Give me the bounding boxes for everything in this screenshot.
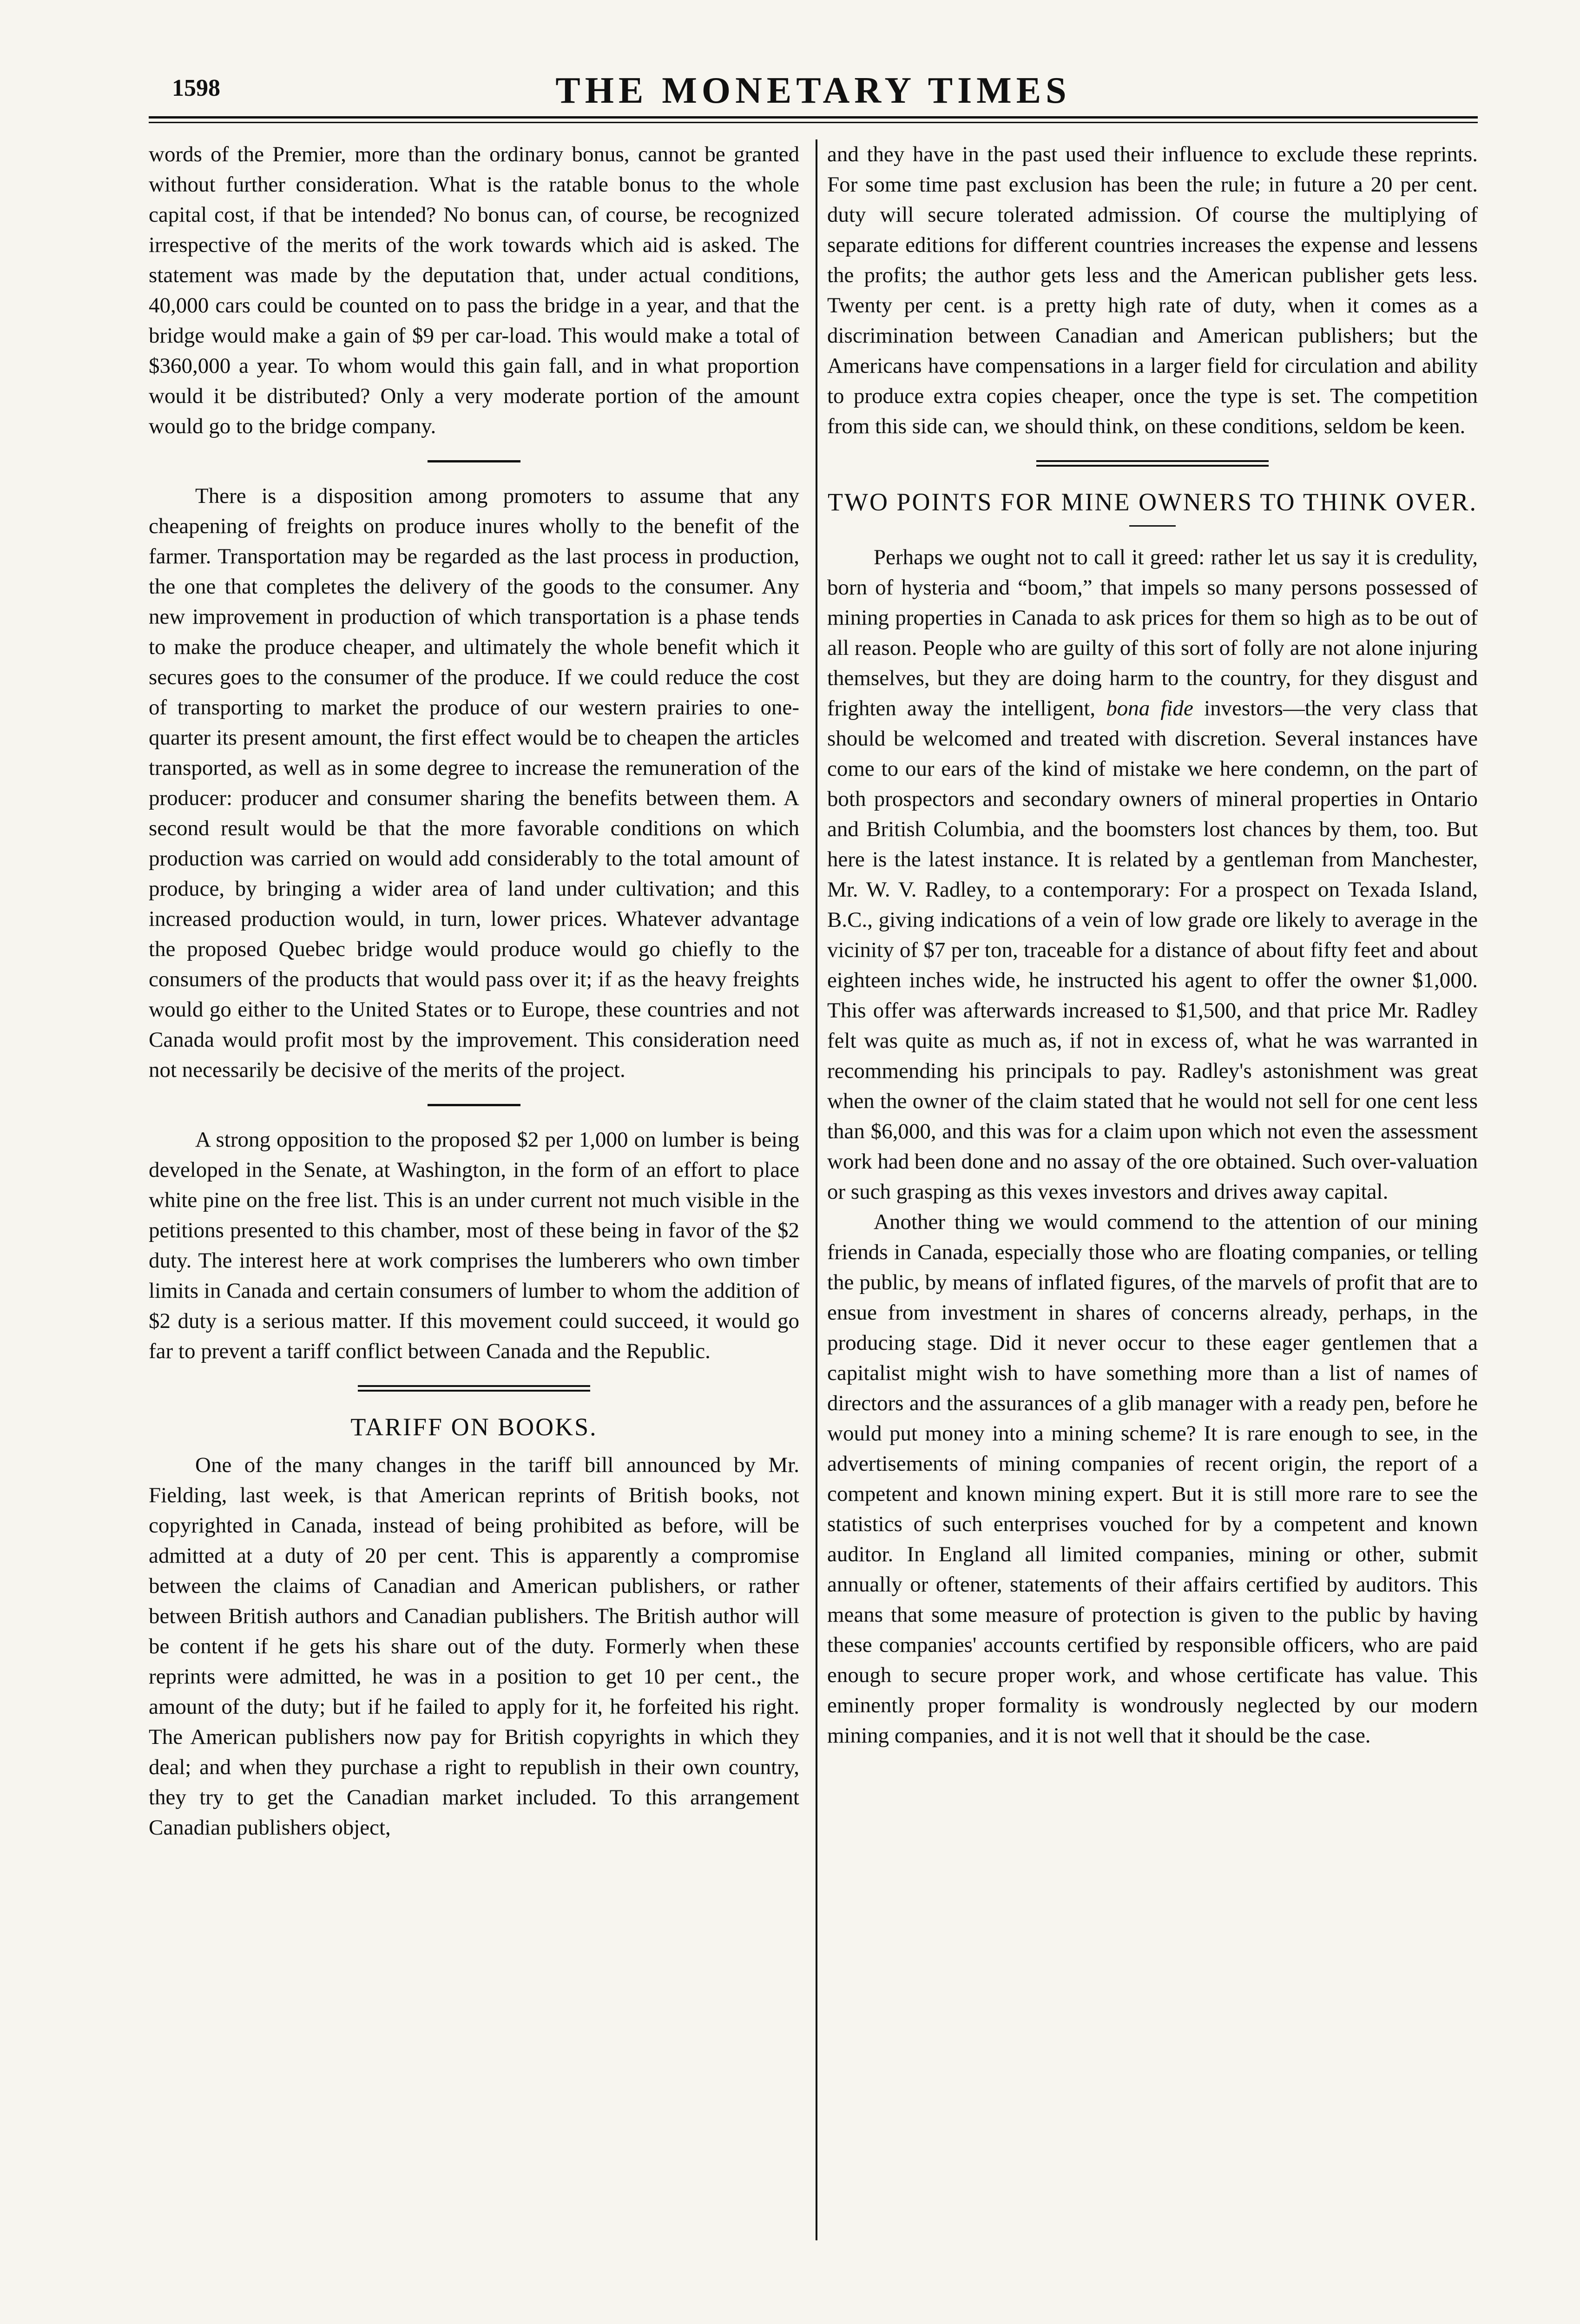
article-paragraph: One of the many changes in the tariff bill announced by Mr. Fielding, last week, is that American reprints of British books, not copyrighted in Canada, instead of being prohibited as before, will be admitted at a duty of 20 per cent. This is apparently a compromise between the claims of Canadian and American publishers, or rather between British authors and Canadian publishers. The British author will be content if he gets his share out of the duty. Formerly when these reprints were admitted, he was in a position to get 10 per cent., the amount of the duty; but if he failed to apply for it, he forfeited his right. The American publishers now pay for British copyrights in which they deal; and when they purchase a right to republish in their own country, they try to get the Canadian market included. To this arrangement Canadian publishers object,: [149, 1453, 799, 1840]
article-paragraph: [827, 542, 1478, 1207]
article-separator: [1036, 460, 1269, 467]
header-rule-bottom: [149, 122, 1478, 123]
article-paragraph: and they have in the past used their influence to exclude these reprints. For some time past exclusion has been the rule; in future a 20 per cent. duty will secure tolerated admission. Of course the multiplying of separate editions for different countries increases the expense and lessens the profits; the author gets less and the American publisher gets less. Twenty per cent. is a pretty high rate of duty, when it comes as a discrimination between Canadian and American publishers; but the Americans have compensations in a larger field for circulation and ability to produce extra copies cheaper, once the type is set. The competition from this side can, we should think, on these conditions, seldom be keen.: [827, 142, 1478, 438]
header-rule-top: [149, 116, 1478, 119]
article-paragraph: words of the Premier, more than the ordinary bonus, cannot be granted without further consideration. What is the ratable bonus to the whole capital cost, if that be intended? No bonus can, of course, be recognized irrespective of the merits of the work towards which aid is asked. The statement was made by the deputation that, under actual conditions, 40,000 cars could be counted on to pass the bridge in a year, and that the bridge would make a gain of $9 per car-load. This would make a total of $360,000 a year. To whom would this gain fall, and in what proportion would it be distributed? Only a very moderate portion of the amount would go to the bridge company.: [149, 142, 799, 438]
right-column: [827, 139, 1478, 1751]
article-heading: TARIFF ON BOOKS.: [350, 1413, 598, 1441]
column-divider: [816, 139, 817, 2240]
section-separator: [428, 1104, 520, 1106]
section-separator: [428, 460, 520, 462]
left-column: [149, 139, 799, 1843]
article-paragraph: There is a disposition among promoters to assume that any cheapening of freights on produce inures wholly to the benefit of the farmer. Transportation may be regarded as the last process in production, the one that completes the delivery of the goods to the consumer. Any new improvement in production of which transportation is a phase tends to make the produce cheaper, and ultimately the whole benefit which it secures goes to the consumer of the produce. If we could reduce the cost of transporting to market the produce of our western prairies to one-quarter its present amount, the first effect would be to cheapen the articles transported, as well as in some degree to increase the remuneration of the producer: producer and consumer sharing the benefits between them. A second result would be that the more favorable conditions on which production was carried on would add considerably to the total amount of produce, by bringing a wider area of land under cultivation; and this increased production would, in turn, lower prices. Whatever advantage the proposed Quebec bridge would produce would go chiefly to the consumers of the products that would pass over it; if as the heavy freights would go either to the United States or to Europe, these countries and not Canada would profit most by the improvement. This consideration need not necessarily be decisive of the merits of the project.: [149, 484, 799, 1082]
article-paragraph: Another thing we would commend to the attention of our mining friends in Canada, especially those who are floating companies, or telling the public, by means of inflated figures, of the marvels of profit that are to ensue from investment in shares of concerns already, perhaps, in the producing stage. Did it never occur to these eager gentlemen that a capitalist might wish to have something more than a list of names of directors and the assurances of a glib manager with a ready pen, before he would put money into a mining scheme? It is rare enough to see, in the advertisements of mining companies of recent origin, the report of a competent and known mining expert. But it is still more rare to see the statistics of such enterprises vouched for by a competent and known auditor. In England all limited companies, mining or other, submit annually or oftener, statements of their affairs certified by auditors. This means that some measure of protection is given to the public by having these companies' accounts certified by responsible officers, who are paid enough to secure proper work, and whose certificate has value. This eminently proper formality is wondrously neglected by our modern mining companies, and it is not well that it should be the case.: [827, 1210, 1478, 1748]
page-header: [149, 70, 1478, 112]
masthead-title: THE MONETARY TIMES: [555, 70, 1071, 111]
paragraph-text: investors—the very class that should be welcomed and treated with discretion. Several instances have come to our ears of the kind of mistake we here condemn, on the part of both prospectors and secondary owners of mineral properties in Ontario and British Columbia, and the boomsters lost chances by them, too. But here is the latest instance. It is related by a gentleman from Manchester, Mr. W. V. Radley, to a contemporary: For a prospect on Texada Island, B.C., giving indications of a vein of low grade ore likely to average in the vicinity of $7 per ton, traceable for a distance of about fifty feet and about eighteen inches wide, he instructed his agent to offer the owner $1,000. This offer was afterwards increased to $1,500, and that price Mr. Radley felt was quite as much as, if not in excess of, what he was warranted in recommending his principals to pay. Radley's astonishment was great when the owner of the claim stated that he would not sell for one cent less than $6,000, and this was for a claim upon which not even the assessment work had been done and no assay of the ore obtained. Such over-valuation or such grasping as this vexes investors and drives away capital.: [827, 696, 1478, 1204]
italic-text: bona fide: [1106, 696, 1193, 720]
heading-rule: [1129, 525, 1176, 527]
article-paragraph: A strong opposition to the proposed $2 per 1,000 on lumber is being developed in the Senate, at Washington, in the form of an effort to place white pine on the free list. This is an under current not much visible in the petitions presented to this chamber, most of these being in favor of the $2 duty. The interest here at work comprises the lumberers who own timber limits in Canada and certain consumers of lumber to whom the addition of $2 duty is a serious matter. If this movement could succeed, it would go far to prevent a tariff conflict between Canada and the Republic.: [149, 1128, 799, 1363]
page-number: 1598: [172, 75, 220, 101]
article-separator: [358, 1385, 590, 1392]
paragraph-text: Perhaps we ought not to call it greed: rather let us say it is credulity, born of hysteria and “boom,” that impels so many persons possessed of mining properties in Canada to ask prices for them so high as to be out of all reason. People who are guilty of this sort of folly are not alone injuring themselves, but they are doing harm to the country, for they disgust and frighten away the intelligent,: [827, 545, 1478, 720]
article-heading: TWO POINTS FOR MINE OWNERS TO THINK OVER.: [827, 488, 1477, 516]
